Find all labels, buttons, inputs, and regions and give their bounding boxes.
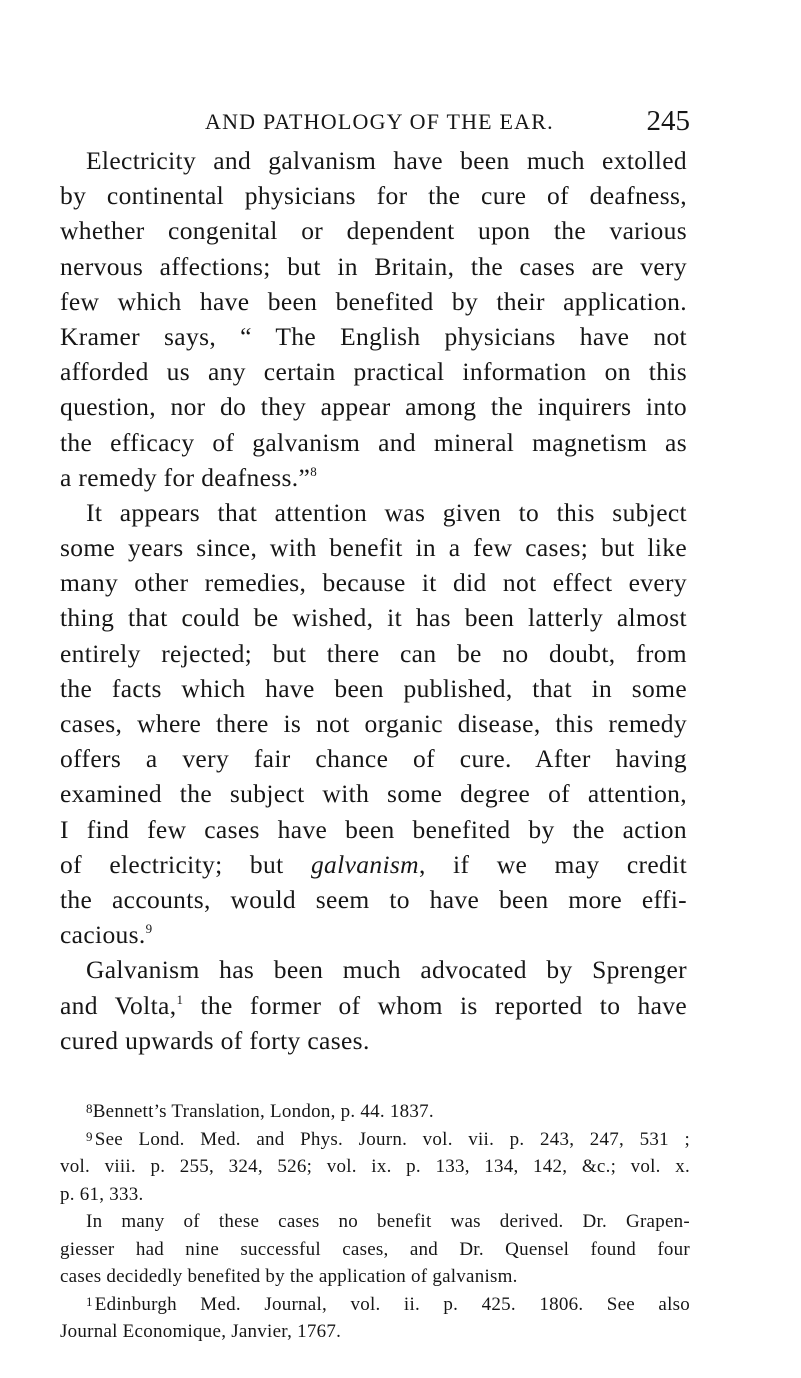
body-line [60, 706, 687, 741]
footnote-text: Bennett’s Translation, London, p. 44. 1837. [92, 1101, 434, 1122]
line-text: entirely rejected; but there can be no doubt, from [60, 638, 687, 668]
line-text: cacious. [60, 920, 146, 950]
body-line [60, 741, 687, 776]
footnotes [60, 1098, 690, 1346]
body-line [60, 812, 687, 847]
line-text: the former of whom is reported to have [183, 990, 687, 1020]
line-text: offers a very fair chance of cure. After having [60, 744, 687, 774]
page-number: 245 [646, 105, 690, 137]
footnote-line [60, 1263, 690, 1291]
line-text: Galvanism has been much advocated by Sprenger [86, 955, 687, 985]
line-text: cured upwards of forty cases. [60, 1025, 370, 1055]
body-line [60, 354, 687, 389]
footnote-ref: 1 [176, 991, 184, 1007]
page-header [205, 105, 690, 139]
body-line [60, 425, 687, 460]
line-text: by continental physicians for the cure of deafness, [60, 181, 687, 211]
line-text: of electricity; but [60, 849, 311, 879]
body-line [60, 284, 687, 319]
footnote-line [60, 1153, 690, 1181]
footnote-line [60, 1291, 690, 1319]
body-line [60, 988, 687, 1023]
footnote-marker: 1 [86, 1293, 93, 1309]
body-line [60, 776, 687, 811]
footnote-text: p. 61, 333. [60, 1183, 144, 1205]
line-text: It appears that attention was given to this subject [86, 497, 687, 527]
line-text: and Volta, [60, 990, 177, 1020]
body-line [60, 530, 687, 565]
footnote-line [60, 1098, 690, 1126]
body-line [60, 249, 687, 284]
body-line [60, 460, 687, 495]
line-text: Kramer says, “ The English physicians have not [60, 321, 687, 351]
line-text: the facts which have been published, that in some [60, 673, 687, 703]
line-text: some years since, with benefit in a few cases; but like [60, 533, 687, 563]
body-line [60, 882, 687, 917]
footnote-marker: 8 [86, 1101, 93, 1116]
footnote-text: Edinburgh Med. Journal, vol. ii. p. 425. 1806. See also [94, 1293, 690, 1315]
body-line [60, 671, 687, 706]
footnote-marker: 9 [86, 1128, 93, 1144]
body-line [60, 847, 687, 882]
line-text: a remedy for deafness.” [60, 462, 311, 492]
footnote-ref: 8 [310, 463, 318, 479]
footnote-line [60, 1236, 690, 1264]
line-text: whether congenital or dependent upon the various [60, 216, 687, 246]
line-text: cases, where there is not organic disease, this remedy [60, 709, 687, 738]
line-text: few which have been benefited by their application. [60, 286, 687, 316]
body-line [60, 319, 687, 354]
line-text: Electricity and galvanism have been much extolled [86, 146, 687, 175]
footnote-line [60, 1208, 690, 1236]
body-line [60, 636, 687, 671]
footnote-line [60, 1318, 690, 1346]
body-line [60, 143, 687, 178]
body-line [60, 600, 687, 635]
body-line [60, 495, 687, 530]
footnote-text: Journal Economique, Janvier, 1767. [60, 1321, 342, 1342]
body-line [60, 389, 687, 424]
body-line [60, 565, 687, 600]
body-text [60, 143, 687, 1058]
footnote-text: In many of these cases no benefit was derived. Dr. Grapen- [86, 1211, 690, 1232]
running-head: AND PATHOLOGY OF THE EAR. [205, 109, 554, 134]
body-line [60, 952, 687, 987]
line-text: I find few cases have been benefited by the action [60, 814, 687, 844]
footnote-text: giesser had nine successful cases, and Dr. Quensel found four [60, 1238, 690, 1260]
footnote-text: cases decidedly benefited by the application of galvanism. [60, 1266, 518, 1287]
line-text: nervous affections; but in Britain, the cases are very [60, 251, 687, 281]
body-line [60, 1023, 687, 1058]
line-text: question, nor do they appear among the inquirers into [60, 392, 687, 422]
line-text: afforded us any certain practical information on this [60, 357, 687, 387]
body-line [60, 917, 687, 952]
line-text: the efficacy of galvanism and mineral magnetism as [60, 427, 687, 457]
footnote-text: vol. viii. p. 255, 324, 526; vol. ix. p. 133, 134, 142, &c.; vol. x. [60, 1156, 690, 1177]
footnote-ref: 9 [145, 921, 153, 937]
footnote-line [60, 1126, 690, 1154]
footnote-text: See Lond. Med. and Phys. Journ. vol. vii. p. 243, 247, 531 ; [94, 1128, 690, 1150]
line-text: many other remedies, because it did not effect every [60, 568, 687, 598]
line-text: , if we may credit [418, 849, 687, 879]
footnote-line [60, 1181, 690, 1209]
line-text: examined the subject with some degree of attention, [60, 779, 687, 809]
line-text: the accounts, would seem to have been more effi- [60, 884, 687, 914]
body-line [60, 178, 687, 213]
italic-term: galvanism [310, 849, 419, 879]
body-line [60, 213, 687, 248]
line-text: thing that could be wished, it has been latterly almost [60, 603, 687, 633]
